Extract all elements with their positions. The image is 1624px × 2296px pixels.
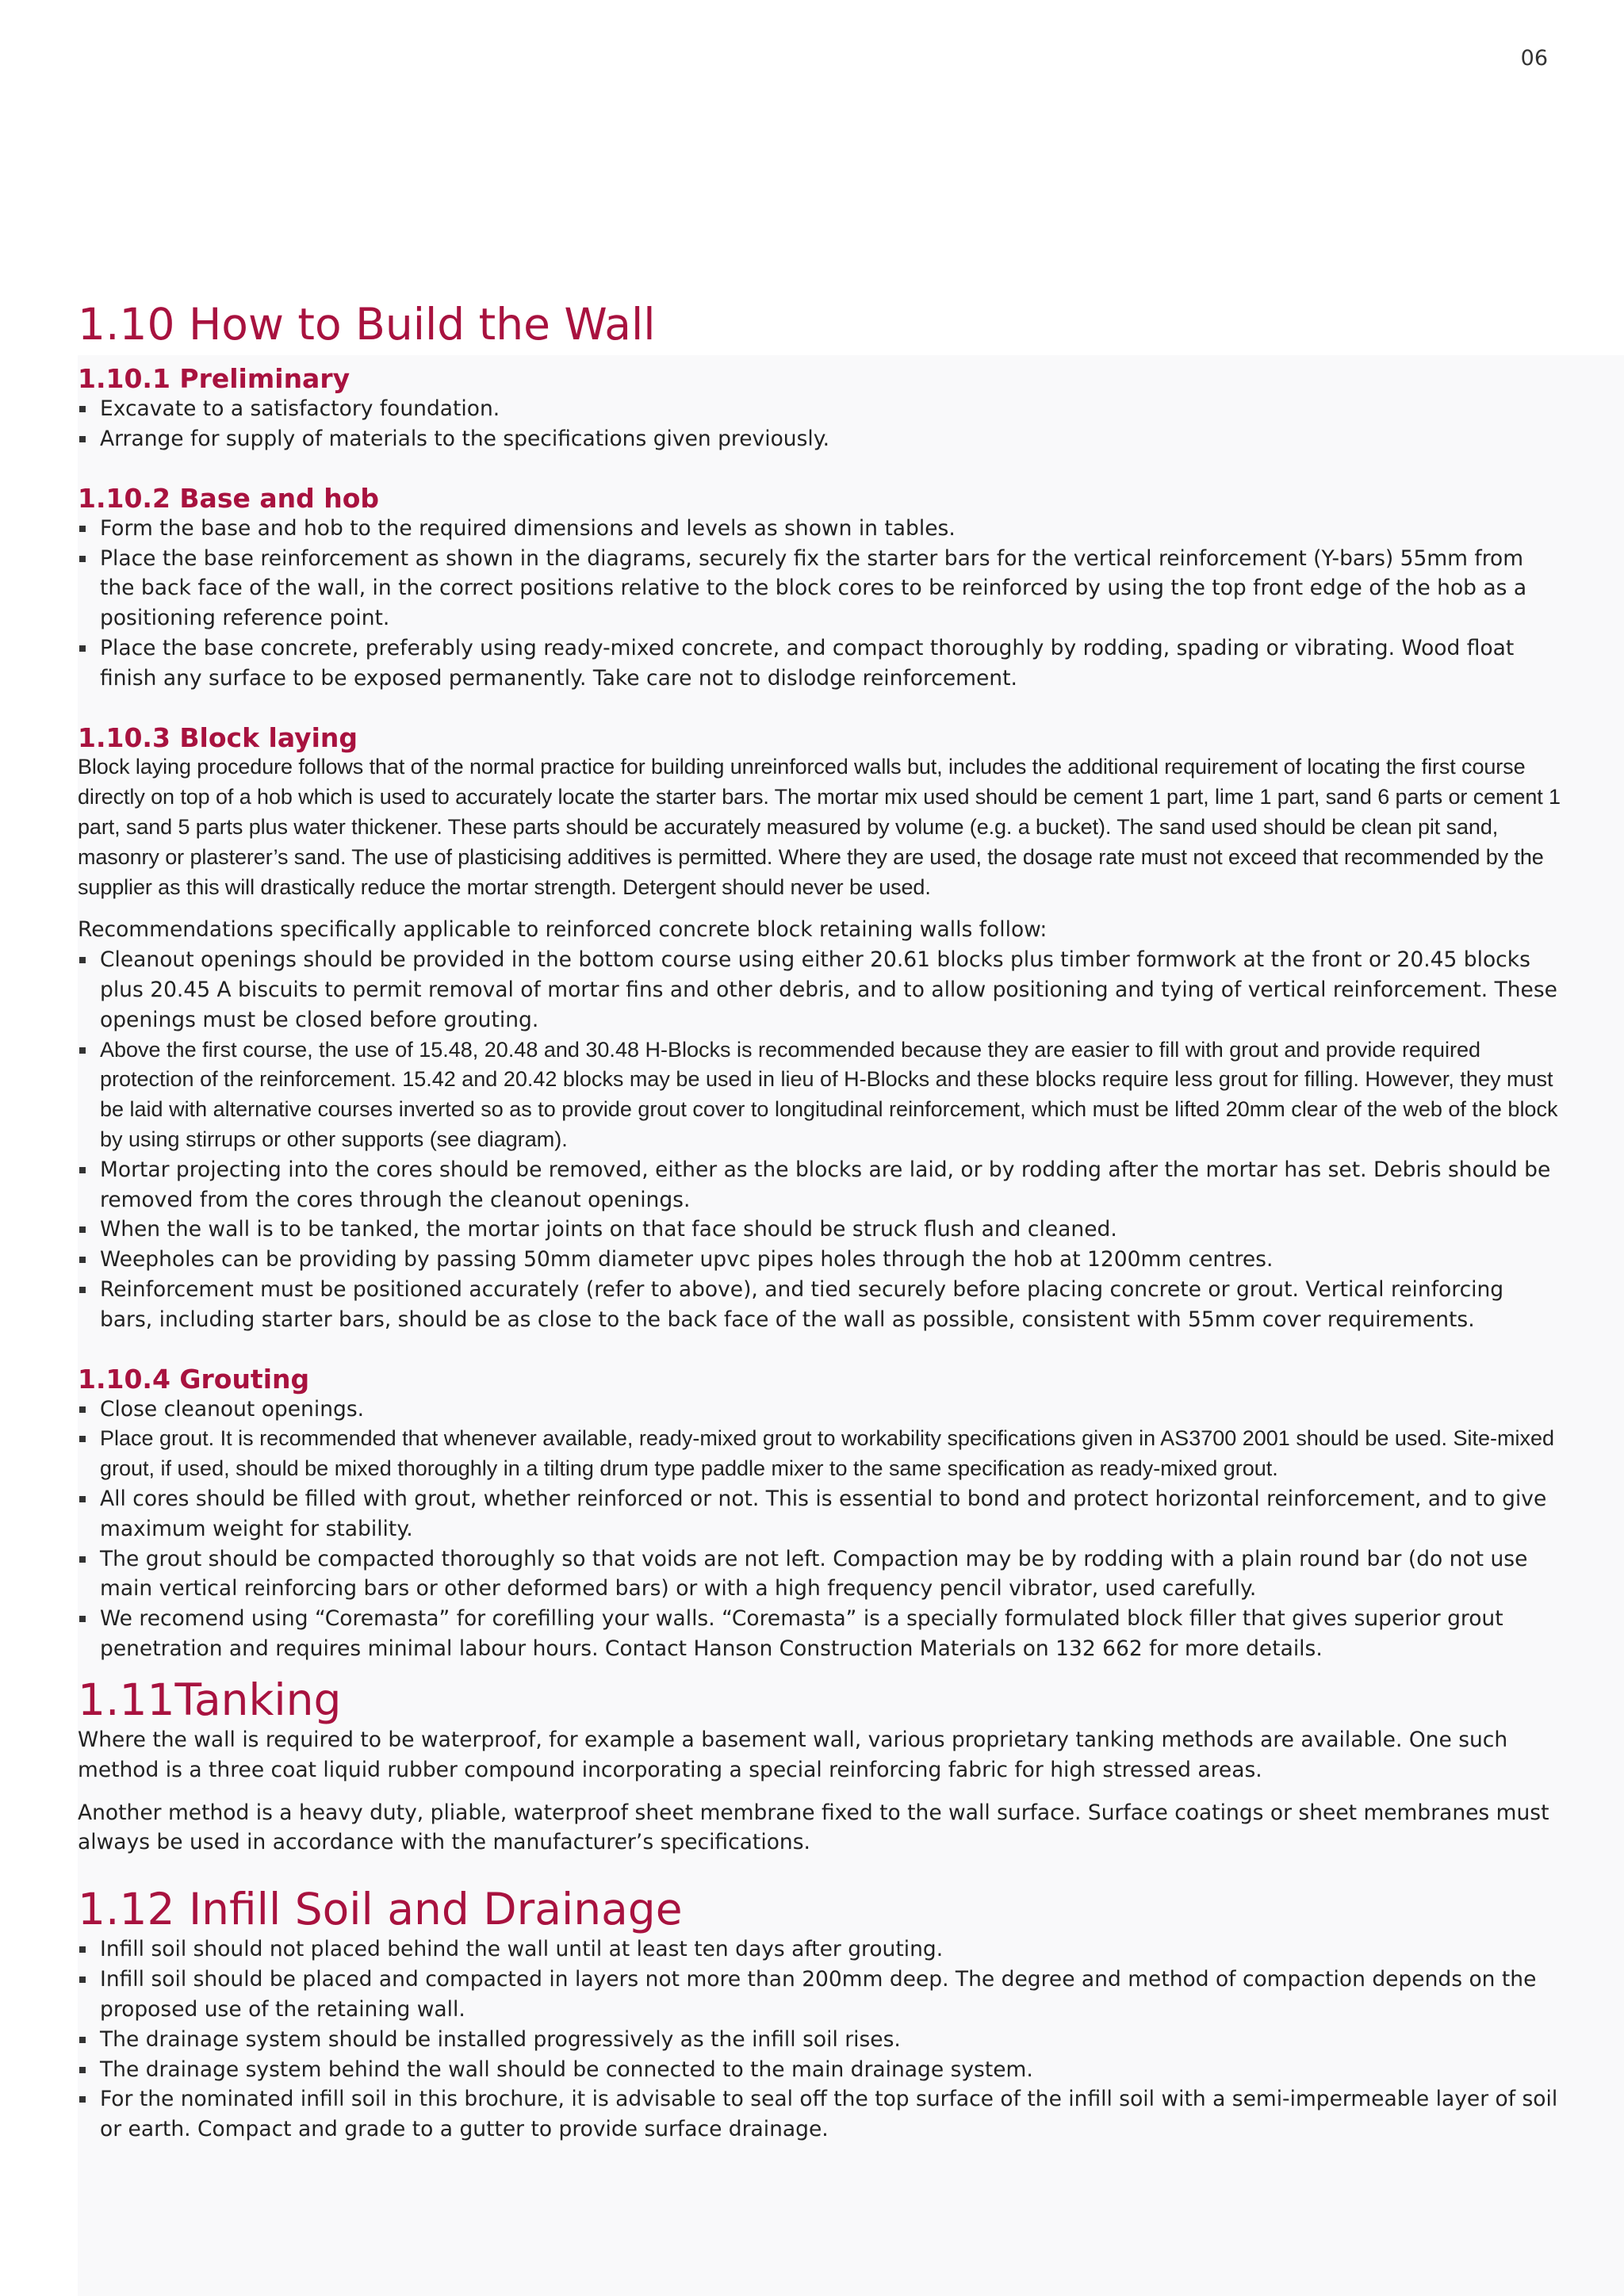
preliminary-heading: 1.10.1 Preliminary [78,363,350,395]
list-item: Place grout. It is recommended that whenever available, ready-mixed grout to workability specifications given in AS3700 2001 should be used. Site-mixed grout, if used, should be mixed thoroughly in a tilting drum type paddle mixer to the same specification as ready-mixed grout. [78,1424,1561,1484]
block-laying-lead: Recommendations specifically applicable to reinforced concrete block retaining walls follow: [78,917,1048,943]
bullet-icon [79,1226,86,1233]
list-item: Place the base concrete, preferably using ready-mixed concrete, and compact thoroughly by rodding, spading or vibrating. Wood float finish any surface to be exposed permanently. Take care not to dislodge reinforcement. [78,633,1561,694]
list-item: Excavate to a satisfactory foundation. [78,394,1561,424]
bullet-icon [79,1287,86,1293]
list-item: We recomend using “Coremasta” for corefilling your walls. “Coremasta” is a specially formulated block filler that gives superior grout penetration and requires minimal labour hours. Contact Hanson Construction Materials on 132 662 for more details. [78,1604,1561,1664]
base-hob-list [78,514,1561,694]
bullet-icon [79,1047,86,1054]
list-item: All cores should be filled with grout, whether reinforced or not. This is essential to bond and protect horizontal reinforcement, and to give maximum weight for stability. [78,1484,1561,1544]
list-item: Place the base reinforcement as shown in the diagrams, securely fix the starter bars for the vertical reinforcement (Y-bars) 55mm from the back face of the wall, in the correct positions relative to the block cores to be reinforced by using the top front edge of the hob as a positioning reference point. [78,544,1561,633]
infill-list [78,1934,1561,2145]
bullet-icon [79,1946,86,1953]
block-laying-list [78,945,1561,1334]
list-item: Above the first course, the use of 15.48, 20.48 and 30.48 H-Blocks is recommended because they are easier to fill with grout and provide required protection of the reinforcement. 15.42 and 20.42 blocks may be used in lieu of H-Blocks and these blocks require less grout for filling. However, they must be laid with alternative courses inverted so as to provide grout cover to longitudinal reinforcement, which must be lifted 20mm clear of the web of the block by using stirrups or other supports (see diagram). [78,1035,1561,1155]
list-item: Arrange for supply of materials to the specifications given previously. [78,424,1561,454]
bullet-icon [79,556,86,562]
grouting-list [78,1395,1561,1664]
bullet-icon [79,1406,86,1413]
bullet-icon [79,957,86,963]
list-item: Form the base and hob to the required dimensions and levels as shown in tables. [78,514,1561,544]
bullet-icon [79,436,86,442]
base-hob-heading: 1.10.2 Base and hob [78,482,379,514]
bullet-icon [79,1496,86,1502]
page-number: 06 [1520,46,1548,71]
grouting-heading: 1.10.4 Grouting [78,1363,310,1395]
bullet-icon [79,2096,86,2103]
bullet-icon [79,2037,86,2043]
block-laying-heading: 1.10.3 Block laying [78,721,358,753]
bullet-icon [79,406,86,412]
list-item: The grout should be compacted thoroughly so that voids are not left. Compaction may be by rodding with a plain round bar (do not use main vertical reinforcing bars or other deformed bars) or with a high frequency pencil vibrator, used carefully. [78,1544,1561,1605]
list-item: Mortar projecting into the cores should be removed, either as the blocks are laid, or by rodding after the mortar has set. Debris should be removed from the cores through the cleanout openings. [78,1155,1561,1215]
bullet-icon [79,2067,86,2073]
bullet-icon [79,1167,86,1173]
bullet-icon [79,1556,86,1563]
section-1-12-title: 1.12 Infill Soil and Drainage [78,1884,683,1935]
bullet-icon [79,1616,86,1622]
document-body [78,300,1561,2145]
tanking-paragraph: Another method is a heavy duty, pliable, waterproof sheet membrane fixed to the wall surface. Surface coatings or sheet membranes must always be used in accordance with the manufacturer’s specifications. [78,1800,1549,1855]
tanking-paragraph: Where the wall is required to be waterproof, for example a basement wall, various proprietary tanking methods are available. One such method is a three coat liquid rubber compound incorporating a special reinforcing fabric for high stressed areas. [78,1727,1508,1782]
list-item: Infill soil should be placed and compacted in layers not more than 200mm deep. The degree and method of compaction depends on the proposed use of the retaining wall. [78,1965,1561,2025]
section-1-11-title: 1.11Tanking [78,1674,342,1725]
block-laying-intro: Block laying procedure follows that of the normal practice for building unreinforced walls but, includes the additional requirement of locating the first course directly on top of a hob which is used to accurately locate the starter bars. The mortar mix used should be cement 1 part, lime 1 part, sand 6 parts or cement 1 part, sand 5 parts plus water thickener. These parts should be accurately measured by volume (e.g. a bucket). The sand used should be clean pit sand, masonry or plasterer’s sand. The use of plasticising additives is permitted. Where they are used, the dosage rate must not exceed that recommended by the supplier as this will drastically reduce the mortar strength. Detergent should never be used. [78,755,1561,899]
list-item: Close cleanout openings. [78,1395,1561,1425]
list-item: When the wall is to be tanked, the mortar joints on that face should be struck flush and cleaned. [78,1215,1561,1245]
list-item: For the nominated infill soil in this brochure, it is advisable to seal off the top surface of the infill soil with a semi-impermeable layer of soil or earth. Compact and grade to a gutter to provide surface drainage. [78,2084,1561,2145]
list-item: Infill soil should not placed behind the wall until at least ten days after grouting. [78,1934,1561,1965]
list-item: The drainage system should be installed progressively as the infill soil rises. [78,2025,1561,2055]
list-item: Weepholes can be providing by passing 50mm diameter upvc pipes holes through the hob at 1200mm centres. [78,1245,1561,1275]
list-item: Reinforcement must be positioned accurately (refer to above), and tied securely before placing concrete or grout. Vertical reinforcing bars, including starter bars, should be as close to the back face of the wall as possible, consistent with 55mm cover requirements. [78,1275,1561,1335]
preliminary-list [78,394,1561,454]
list-item: Cleanout openings should be provided in the bottom course using either 20.61 blocks plus timber formwork at the front or 20.45 blocks plus 20.45 A biscuits to permit removal of mortar fins and other debris, and to allow positioning and tying of vertical reinforcement. These openings must be closed before grouting. [78,945,1561,1035]
bullet-icon [79,526,86,532]
section-1-10-title: 1.10 How to Build the Wall [78,299,656,350]
bullet-icon [79,1257,86,1263]
bullet-icon [79,1976,86,1983]
list-item: The drainage system behind the wall should be connected to the main drainage system. [78,2055,1561,2085]
bullet-icon [79,1436,86,1442]
bullet-icon [79,645,86,652]
